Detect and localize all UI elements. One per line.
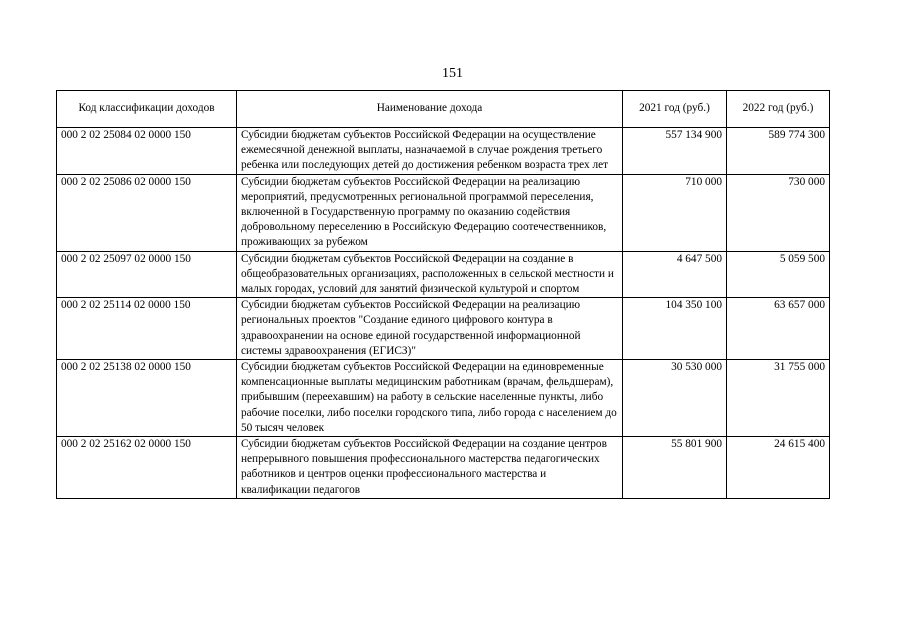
- table-row: [57, 298, 830, 360]
- header-code: Код классификации доходов: [57, 91, 237, 128]
- row-name: Субсидии бюджетам субъектов Российской Федерации на единовременные компенсационные выплаты медицинским работникам (врачам, фельдшерам), прибывшим (переехавшим) на работу в сельские населенные пункты, либо рабочие поселки, либо поселки городского типа, либо города с населением до 50 тысяч человек: [237, 360, 623, 437]
- row-amount-2021: 4 647 500: [623, 251, 727, 298]
- row-amount-2022: 31 755 000: [727, 360, 830, 437]
- row-amount-2021: 104 350 100: [623, 298, 727, 360]
- table-row: [57, 437, 830, 499]
- row-amount-2022: 5 059 500: [727, 251, 830, 298]
- row-amount-2022: 24 615 400: [727, 437, 830, 499]
- header-year-2021: 2021 год (руб.): [623, 91, 727, 128]
- row-code: 000 2 02 25114 02 0000 150: [57, 298, 237, 360]
- table-row: [57, 251, 830, 298]
- row-name: Субсидии бюджетам субъектов Российской Федерации на создание в общеобразовательных организациях, расположенных в сельской местности и малых городах, условий для занятий физической культурой и спортом: [237, 251, 623, 298]
- row-amount-2022: 589 774 300: [727, 128, 830, 175]
- row-code: 000 2 02 25084 02 0000 150: [57, 128, 237, 175]
- row-name: Субсидии бюджетам субъектов Российской Федерации на создание центров непрерывного повышения профессионального мастерства педагогических работников и центров оценки профессионального мастерства и квалификации педагогов: [237, 437, 623, 499]
- revenue-table: [56, 90, 830, 499]
- row-amount-2021: 30 530 000: [623, 360, 727, 437]
- row-amount-2022: 730 000: [727, 174, 830, 251]
- row-code: 000 2 02 25097 02 0000 150: [57, 251, 237, 298]
- table-row: [57, 128, 830, 175]
- row-amount-2021: 710 000: [623, 174, 727, 251]
- row-name: Субсидии бюджетам субъектов Российской Федерации на осуществление ежемесячной денежной выплаты, назначаемой в случае рождения третьего ребенка или последующих детей до достижения ребенком возраста трех лет: [237, 128, 623, 175]
- row-code: 000 2 02 25162 02 0000 150: [57, 437, 237, 499]
- table-header-row: [57, 91, 830, 128]
- header-name: Наименование дохода: [237, 91, 623, 128]
- row-name: Субсидии бюджетам субъектов Российской Федерации на реализацию региональных проектов "Создание единого цифрового контура в здравоохранении на основе единой государственной информационной системы здравоохранения (ЕГИСЗ)": [237, 298, 623, 360]
- page-number: 151: [442, 66, 463, 81]
- row-amount-2021: 557 134 900: [623, 128, 727, 175]
- row-code: 000 2 02 25138 02 0000 150: [57, 360, 237, 437]
- row-code: 000 2 02 25086 02 0000 150: [57, 174, 237, 251]
- header-year-2022: 2022 год (руб.): [727, 91, 830, 128]
- row-name: Субсидии бюджетам субъектов Российской Федерации на реализацию мероприятий, предусмотренных региональной программой переселения, включенной в Государственную программу по оказанию содействия добровольному переселению в Российскую Федерацию соотечественников, проживающих за рубежом: [237, 174, 623, 251]
- table-row: [57, 174, 830, 251]
- row-amount-2022: 63 657 000: [727, 298, 830, 360]
- row-amount-2021: 55 801 900: [623, 437, 727, 499]
- table-row: [57, 360, 830, 437]
